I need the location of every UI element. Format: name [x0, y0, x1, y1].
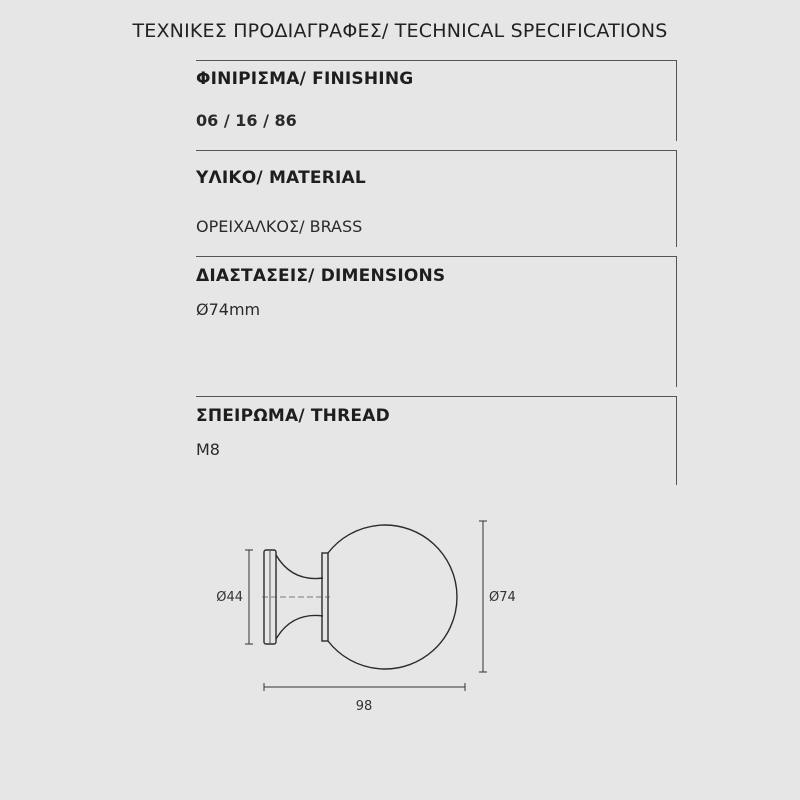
material-heading: ΥΛΙΚΟ/ MATERIAL [196, 168, 366, 188]
finishing-value: 06 / 16 / 86 [196, 111, 297, 130]
dimensions-value: Ø74mm [196, 300, 261, 319]
dimensions-heading: ΔΙΑΣΤΑΣΕΙΣ/ DIMENSIONS [196, 266, 446, 286]
length-label: 98 [355, 699, 373, 714]
page-title: ΤΕΧΝΙΚΕΣ ΠΡΟΔΙΑΓΡΑΦΕΣ/ TECHNICAL SPECIFICATIONS [132, 20, 668, 42]
thread-value: M8 [196, 440, 220, 459]
material-value: ΟΡΕΙΧΑΛΚΟΣ/ BRASS [196, 217, 363, 236]
thread-heading: ΣΠΕΙΡΩΜΑ/ THREAD [196, 406, 390, 426]
base-diameter-label: Ø44 [216, 590, 243, 605]
knob-ball [328, 525, 457, 669]
ball-diameter-label: Ø74 [489, 590, 516, 605]
finishing-heading: ΦΙΝΙΡΙΣΜΑ/ FINISHING [196, 69, 414, 89]
